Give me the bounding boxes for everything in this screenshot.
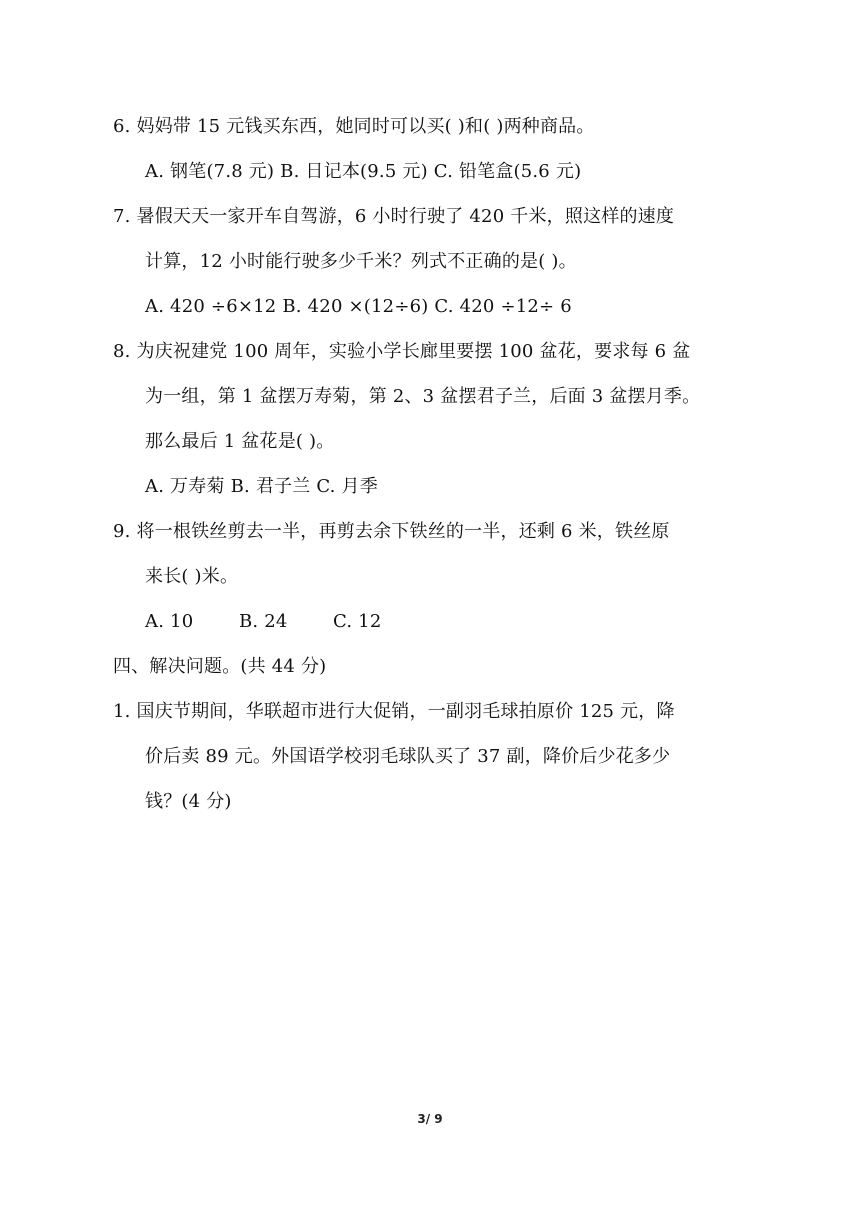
- problem-1-line-3: 钱？(4 分): [145, 791, 232, 812]
- question-7-stem-line-2: 计算，12 小时能行驶多少千米？列式不正确的是( )。: [145, 251, 577, 272]
- page-number: 3/ 9: [417, 1112, 443, 1126]
- question-8-options: A. 万寿菊 B. 君子兰 C. 月季: [145, 476, 378, 497]
- problem-1-line-2: 价后卖 89 元。外国语学校羽毛球队买了 37 副，降价后少花多少: [145, 746, 671, 767]
- question-8-stem-line-2: 为一组，第 1 盆摆万寿菊，第 2、3 盆摆君子兰，后面 3 盆摆月季。: [145, 386, 701, 407]
- question-8-stem-line-1: 8. 为庆祝建党 100 周年，实验小学长廊里要摆 100 盆花，要求每 6 盆: [113, 341, 691, 362]
- problem-1-line-1: 1. 国庆节期间，华联超市进行大促销，一副羽毛球拍原价 125 元，降: [113, 701, 675, 722]
- question-6-options: A. 钢笔(7.8 元) B. 日记本(9.5 元) C. 铅笔盒(5.6 元): [145, 161, 582, 182]
- question-9-option-c: C. 12: [333, 611, 382, 632]
- question-9-option-a: A. 10: [145, 611, 194, 632]
- question-9-stem-line-1: 9. 将一根铁丝剪去一半，再剪去余下铁丝的一半，还剩 6 米，铁丝原: [113, 521, 670, 542]
- question-9-stem-line-2: 来长( )米。: [145, 566, 239, 587]
- question-7-stem-line-1: 7. 暑假天天一家开车自驾游，6 小时行驶了 420 千米，照这样的速度: [113, 206, 675, 227]
- question-7-options: A. 420 ÷6×12 B. 420 ×(12÷6) C. 420 ÷12÷ 6: [145, 296, 572, 317]
- question-6-stem: 6. 妈妈带 15 元钱买东西，她同时可以买( )和( )两种商品。: [113, 116, 595, 137]
- section-4-title: 四、解决问题。(共 44 分): [113, 656, 327, 677]
- question-9-option-b: B. 24: [239, 611, 288, 632]
- question-8-stem-line-3: 那么最后 1 盆花是( )。: [145, 431, 335, 452]
